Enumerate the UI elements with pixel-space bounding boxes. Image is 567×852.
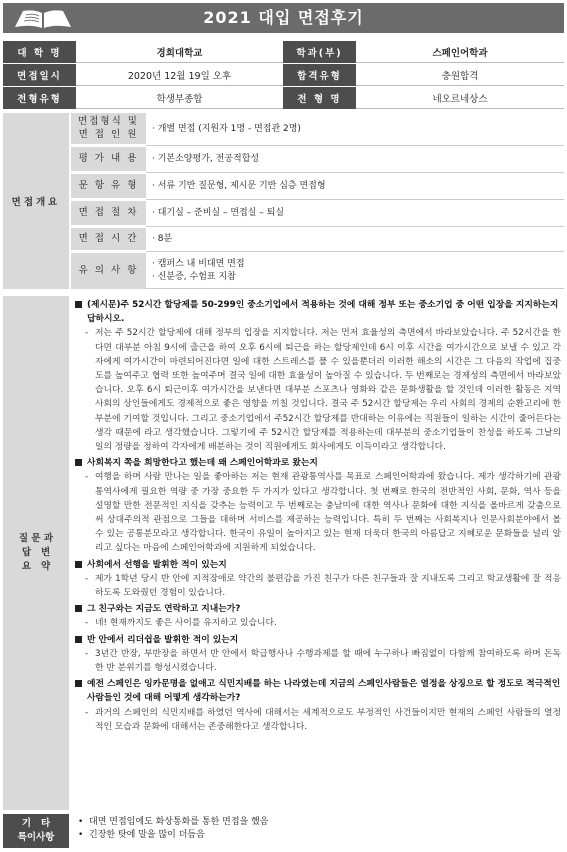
- result-label: 합격유형: [283, 64, 356, 86]
- question-text: (제시문)주 52시간 할당제를 50-299인 중소기업에서 적용하는 것에 대해 정부 또는 중소기업 중 어떤 입장을 지지하는지 답하시오.: [73, 298, 561, 326]
- overview-eval-value: · 기본소양평가, 전공적합성: [146, 147, 564, 173]
- overview-question-type-value: · 서류 기반 질문형, 제시문 기반 심층 면접형: [146, 174, 564, 200]
- overview-label-line: 면접형식 및: [78, 115, 139, 127]
- etc-label-line: 기 타: [21, 818, 51, 829]
- answer-body: 과거의 스페인의 식민지배를 하였던 역사에 대해서는 세계적으로도 부정적인 사건들이지만 현재의 스페인 사람들의 열정적인 모습과 문화에 대해서는 존중해한다고 생각합니다.: [95, 707, 561, 732]
- answer-text: - 과거의 스페인의 식민지배를 하였던 역사에 대해서는 세계적으로도 부정적인 사건들이지만 현재의 스페인 사람들의 열정적인 모습과 문화에 대해서는 존중해한다고 생각합니다.: [85, 707, 561, 732]
- answer-body: 네! 현재까지도 좋은 사이를 유지하고 있습니다.: [95, 618, 277, 629]
- answer-body: 저는 주 52시간 할당제에 대해 정부의 입장을 지지합니다. 저는 먼저 효율성의 측면에서 바라보았습니다. 주 52시간을 한다면 대부분 아침 9시에 출근을 하여 오후 6시에 퇴근을 하는 할당제인데 6시 이후 시간을 여가시간으로 보낼 수 있고 각자에게 여가시간이 마련되어진다면 일에 대한 스트레스를 풀 수 있을뿐더러 이러한 해소의 시간은 그 다음의 작업에 집중도를 높여주고 협력 또한 높여주며 결국 일에 대한 효율성이 높아질 수 있습니다. 두 번째로는 경제성의 측면에서 바라보았습니다. 오후 6시 퇴근이후 여가시간을 보낸다면 대부분 스포츠나 영화와 같은 문화생활을 할 것인데 이러한 활동은 지역사회의 상인들에게도 경제적으로 좋은 영향을 끼칠 것입니다. 결국 주 52시간 할당제는 우리 사회의 경제의 순환고리에 한 부분에 기여할 것입니다. 그리고 중소기업에서 주52시간 할당제를 반대하는 이유에는 직원들이 일하는 시간이 줄어든다는 생각 때문에 라고 생각했습니다. 그렇기에 주 52시간 할당제를 적용하는데 대부분의 중소기업들이 찬성을 하도록 그날의 일의 정량을 정하여 각자에게 배분하는 것이 직원에게도 회사에게도 이득이라고 생각합니다.: [95, 328, 561, 453]
- answer-text: - 3년간 반장, 부반장을 하면서 반 안에서 학급행사나 수행과제를 할 때에 누구하나 빠짐없이 다함께 참여하도록 하며 돈독한 반 분위기를 형성시켰습니다.: [85, 648, 561, 674]
- univ-label: 대 학 명: [3, 41, 76, 63]
- overview-section-label: 면접개요: [3, 113, 69, 289]
- overview-label-line: 면 접 인 원: [78, 128, 139, 140]
- notes-line: · 신분증, 수험표 지참: [152, 271, 236, 282]
- track-label: 전 형 명: [283, 87, 356, 109]
- qa-label-line: 답 변: [21, 547, 51, 558]
- dept-label: 학과(부): [283, 41, 356, 63]
- answer-body: 여행을 하며 사람 만나는 일을 좋아하는 저는 현재 관광통역사를 목표로 스페인어학과에 왔습니다. 제가 생각하기에 관광통역사에게 필요한 역량 중 가장 중요한 두 가지가 있다고 생각합니다. 첫 번째로 한국의 전반적인 사회, 문화, 역사 등을 설명할 만한 전문적인 지식을 갖추는 능력이고 두 번째로는 충남미에 대한 역사나 문화에 대한 지식을 올바르게 갖춤으로써 상대주의적 관점으로 그들을 대하며 서비스를 제공하는 능력입니다. 특히 두 번째는 사회복지나 인문사회분야에서 볼 수 있는 공통분모라고 생각합니다. 한국이 유일이 높아지고 있는 현재 더욱더 한국의 아름답고 지혜로운 문화들을 널리 알리고 싶다는 마음에 스페인어학과에 지원하게 되었습니다.: [95, 472, 561, 554]
- qa-label-line: 질 문 과: [18, 533, 54, 544]
- result-value: 충원합격: [356, 64, 564, 86]
- qa-section-label: [3, 296, 69, 810]
- etc-list: [73, 816, 561, 848]
- etc-item: • 긴장한 탓에 말을 많이 더듬음: [73, 829, 561, 842]
- answer-text: - 여행을 하며 사람 만나는 일을 좋아하는 저는 현재 관광통역사를 목표로 스페인어학과에 왔습니다. 제가 생각하기에 관광통역사에게 필요한 역량 중 가장 중요한 두 가지가 있다고 생각합니다. 첫 번째로 한국의 전반적인 사회, 문화, 역사 등을 설명할 만한 전문적인 지식을 갖추는 능력이고 두 번째로는 충남미에 대한 역사나 문화에 대한 지식을 올바르게 갖춤으로써 상대주의적 관점으로 그들을 대하며 서비스를 제공하는 능력입니다. 특히 두 번째는 사회복지나 인문사회분야에서 볼 수 있는 공통분모라고 생각합니다. 한국이 유일이 높아지고 있는 현재 더욱더 한국의 아름답고 지혜로운 문화들을 널리 알리고 싶다는 마음에 스페인어학과에 지원하게 되었습니다.: [85, 472, 561, 554]
- qa-label-line: 요 약: [21, 561, 51, 572]
- question-text: 사회복지 쪽을 희망한다고 했는데 왜 스페인어학과로 왔는지: [73, 456, 561, 470]
- answer-text: - 네! 현재까지도 좋은 사이를 유지하고 있습니다.: [85, 618, 277, 629]
- page-title: 2021 대입 면접후기: [203, 8, 364, 27]
- etc-label-line: 특이사항: [17, 832, 55, 843]
- overview-row-label: 유 의 사 항: [71, 253, 146, 289]
- question-text: 그 친구와는 지금도 연락하고 지내는가?: [73, 602, 561, 616]
- overview-time-value: · 8분: [146, 228, 564, 252]
- type-value: 학생부종합: [76, 87, 283, 109]
- overview-row-label: 면 접 시 간: [71, 228, 146, 252]
- answer-text: - 저는 주 52시간 할당제에 대해 정부의 입장을 지지합니다. 저는 먼저 효율성의 측면에서 바라보았습니다. 주 52시간을 한다면 대부분 아침 9시에 출근을 하여 오후 6시에 퇴근을 하는 할당제인데 6시 이후 시간을 여가시간으로 보낼 수 있고 각자에게 여가시간이 마련되어진다면 일에 대한 스트레스를 풀 수 있을뿐더러 이러한 해소의 시간은 그 다음의 작업에 집중도를 높여주고 협력 또한 높여주며 결국 일에 대한 효율성이 높아질 수 있습니다. 두 번째로는 경제성의 측면에서 바라보았습니다. 오후 6시 퇴근이후 여가시간을 보낸다면 대부분 스포츠나 영화와 같은 문화생활을 할 것인데 이러한 활동은 지역사회의 상인들에게도 경제적으로 좋은 영향을 끼칠 것입니다. 결국 주 52시간 할당제는 우리 사회의 경제의 순환고리에 한 부분에 기여할 것입니다. 그리고 중소기업에서 주52시간 할당제를 반대하는 이유에는 직원들이 일하는 시간이 줄어든다는 생각 때문에 라고 생각했습니다. 그렇기에 주 52시간 할당제를 적용하는데 대부분의 중소기업들이 찬성을 하도록 그날의 일의 정량을 정하여 각자에게 배분하는 것이 직원에게도 회사에게도 이득이라고 생각합니다.: [85, 328, 561, 453]
- overview-row-label: 면 접 절 차: [71, 201, 146, 227]
- question-text: 예전 스페인은 잉카문명을 없애고 식민지배를 하는 나라였는데 지금의 스페인사람들은 열정을 상징으로 할 정도로 적극적인 사람들인 것에 대해 어떻게 생각하는가?: [73, 677, 561, 705]
- overview-notes-value: [146, 253, 564, 289]
- answer-text: - 제가 1학년 당시 반 안에 지적장애로 약간의 불편감을 가진 친구가 다른 친구들과 잘 지내도록 그리고 학교생활에 잘 적응하도록 도와줬던 경험이 있습니다.: [85, 573, 561, 599]
- track-value: 네오르네상스: [356, 87, 564, 109]
- dept-value: 스페인어학과: [356, 41, 564, 63]
- date-value: 2020년 12월 19일 오후: [76, 64, 283, 86]
- overview-row-label: [71, 113, 146, 146]
- qa-list: [73, 298, 561, 810]
- overview-format-value: · 개별 면접 (지원자 1명 - 면접관 2명): [146, 113, 564, 146]
- question-text: 반 안에서 리더쉽을 발휘한 적이 있는지: [73, 633, 561, 647]
- etc-section-label: [3, 814, 69, 848]
- etc-item: • 대면 면접임에도 화상통화를 통한 면접을 했음: [73, 816, 561, 829]
- title-banner: [3, 3, 564, 33]
- overview-row-label: 평 가 내 용: [71, 147, 146, 173]
- overview-procedure-value: · 대기실 – 준비실 – 면접실 – 퇴실: [146, 201, 564, 227]
- question-text: 사회에서 선행을 발휘한 적이 있는지: [73, 558, 561, 572]
- overview-row-label: 문 항 유 형: [71, 174, 146, 200]
- date-label: 면접일시: [3, 64, 76, 86]
- answer-body: 3년간 반장, 부반장을 하면서 반 안에서 학급행사나 수행과제를 할 때에 누구하나 빠짐없이 다함께 참여하도록 하며 돈독한 반 분위기를 형성시켰습니다.: [95, 648, 561, 674]
- univ-value: 경희대학교: [76, 41, 283, 63]
- answer-body: 제가 1학년 당시 반 안에 지적장애로 약간의 불편감을 가진 친구가 다른 친구들과 잘 지내도록 그리고 학교생활에 잘 적응하도록 도와줬던 경험이 있습니다.: [95, 573, 561, 599]
- type-label: 전형유형: [3, 87, 76, 109]
- notes-line: · 캠퍼스 내 비대면 면접: [152, 258, 245, 269]
